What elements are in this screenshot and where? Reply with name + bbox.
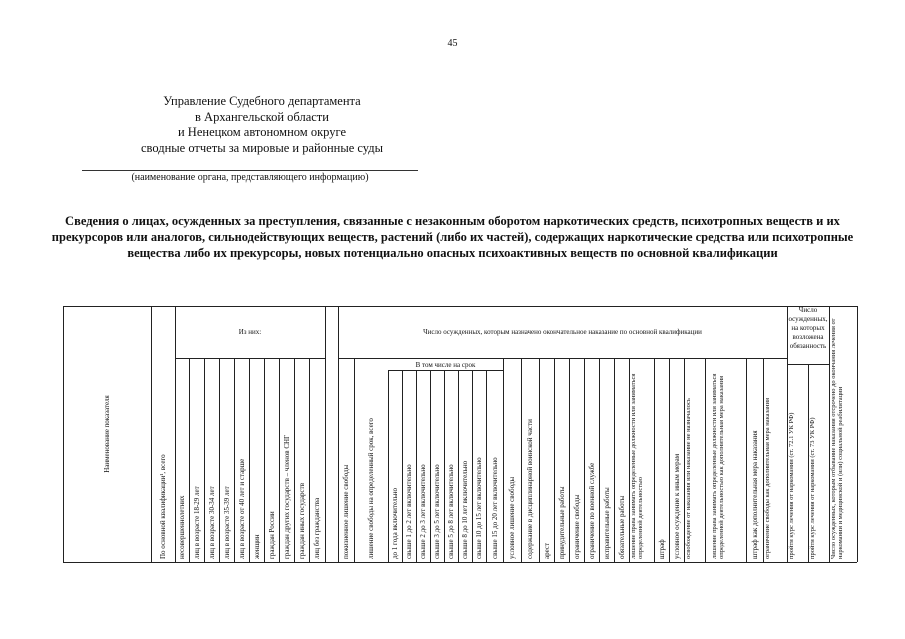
column-add-restriction: ограничение свободы как дополнительная мера наказания [764,398,771,559]
column-fine: штраф [657,539,666,559]
column-citizens-cis: граждан других государств – членов СНГ [282,434,291,559]
column-separator [430,370,431,562]
column-life: пожизненное лишение свободы [342,464,350,559]
column-separator [354,358,355,562]
header-duties: Число осужденных, на которых возложена обязанность [788,306,828,350]
column-t2: свыше 1 до 2 лет включительно [405,464,413,559]
column-separator [175,306,176,562]
column-separator [325,306,326,562]
column-t8: свыше 15 до 20 лет включительно [490,457,499,559]
table-border-right [857,306,858,562]
column-t1: до 1 года включительно [391,487,399,559]
column-t3: свыше 2 до 3 лет включительно [419,464,427,559]
column-separator [654,358,655,562]
column-separator [444,370,445,562]
organization-name [92,94,432,156]
column-separator [746,358,747,562]
column-separator [521,358,522,562]
org-line-2: в Архангельской области [195,109,329,124]
org-line-3: и Ненецком автономном округе [177,125,346,139]
column-restriction: ограничение свободы [572,494,581,559]
column-name: Наименование показателя [103,395,111,473]
org-line-1: Управление Судебного департамента [163,94,361,108]
column-minors: несовершеннолетних [178,495,186,559]
column-correctional: исправительные работы [602,487,611,559]
column-separator [599,358,600,562]
column-separator [234,358,235,562]
column-treat-721: пройти курс лечения от наркомании (ст. 72.1 УК РФ) [788,412,795,559]
column-ban: лишение права занимать определенные должности или заниматься определенной деятельностью [630,373,644,559]
column-conditional: условное лишение свободы [508,476,516,559]
column-separator [151,306,152,562]
column-total: По основной квалификации¹, всего [159,454,167,559]
column-separator [669,358,670,562]
column-separator [338,306,339,562]
column-separator [539,358,540,562]
column-mandatory: обязательные работы [617,495,626,559]
header-of-them: Из них: [238,328,262,336]
table-border-left [63,306,64,562]
column-separator [554,358,555,562]
column-separator [569,358,570,562]
column-t6: свыше 8 до 10 лет включительно [461,460,469,559]
column-age-40: лиц в возрасте от 40 лет и старше [237,458,246,559]
table-border-bottom [63,562,857,563]
column-separator [219,358,220,562]
column-service: ограничение по военной службе [587,462,596,559]
column-women: женщин [252,534,261,559]
column-separator [249,358,250,562]
column-deferral: Число осужденных, которым отбывание наказания отсрочено до окончания лечения от наркомании и медицинской и (или) социальной реабилитации [830,318,844,559]
column-treat-73: пройти курс лечения от наркомании (ст. 73 УК РФ) [809,417,816,559]
column-t7: свыше 10 до 15 лет включительно [475,457,483,559]
column-forced: принудительные работы [557,486,566,559]
header-final-punishment: Число осужденных, которым назначено окончательное наказание по основной квалификации [423,328,702,336]
group-line-of-them [175,358,325,359]
column-separator [279,358,280,562]
document-title: Сведения о лицах, осужденных за преступления, связанные с незаконным оборотом наркотических средств, психотропных веществ и их прекурсоров или аналогов, сильнодействующих веществ, растений (либо их частей), содержащих наркотические средства или психотропные вещества либо их прекурсоры, новых потенциально опасных психоактивных веществ по основной квалификации [51,214,854,260]
column-separator [472,370,473,562]
column-separator [416,370,417,562]
group-line-final [338,358,787,359]
column-cond-other: условное осуждение к иным мерам [672,453,681,559]
column-separator [388,370,389,562]
column-deprivation: лишение свободы на определенный срок, всего [367,418,375,559]
header-terms: В том числе на срок [415,361,476,369]
column-released: освобождение от наказания или наказание не назначалось [685,398,692,559]
column-separator [402,370,403,562]
column-separator [294,358,295,562]
column-separator [204,358,205,562]
column-t5: свыше 5 до 8 лет включительно [447,464,455,559]
org-caption: (наименование органа, представляющего информацию) [131,172,369,183]
column-t4: свыше 3 до 5 лет включительно [433,464,441,559]
column-separator [705,358,706,562]
column-military: содержание в дисциплинарной воинской части [526,419,534,559]
column-age-30-34: лиц в возрасте 30-34 лет [207,486,216,559]
column-separator [503,358,504,562]
column-separator [584,358,585,562]
column-age-35-39: лиц в возрасте 35-39 лет [222,486,231,559]
page-number: 45 [447,38,458,49]
table-border-top [63,306,857,307]
column-add-ban: лишение права занимать определенные должности или заниматься определенной деятельностью как дополнительная мера наказания [710,373,725,559]
org-underline [82,170,418,171]
org-line-4: сводные отчеты за мировые и районные суды [140,140,384,155]
column-separator [458,370,459,562]
column-arrest: арест [542,542,551,559]
column-separator [189,358,190,562]
column-citizens-other: граждан иных государств [297,482,306,559]
column-citizens-ru: граждан России [267,511,276,559]
column-age-18-29: лиц в возрасте 18-29 лет [192,486,201,559]
column-separator [264,358,265,562]
column-add-fine: штраф как дополнительная мера наказания [750,430,759,559]
column-separator [309,358,310,562]
column-separator [614,358,615,562]
column-separator [486,370,487,562]
column-stateless: лиц без гражданства [313,497,321,559]
